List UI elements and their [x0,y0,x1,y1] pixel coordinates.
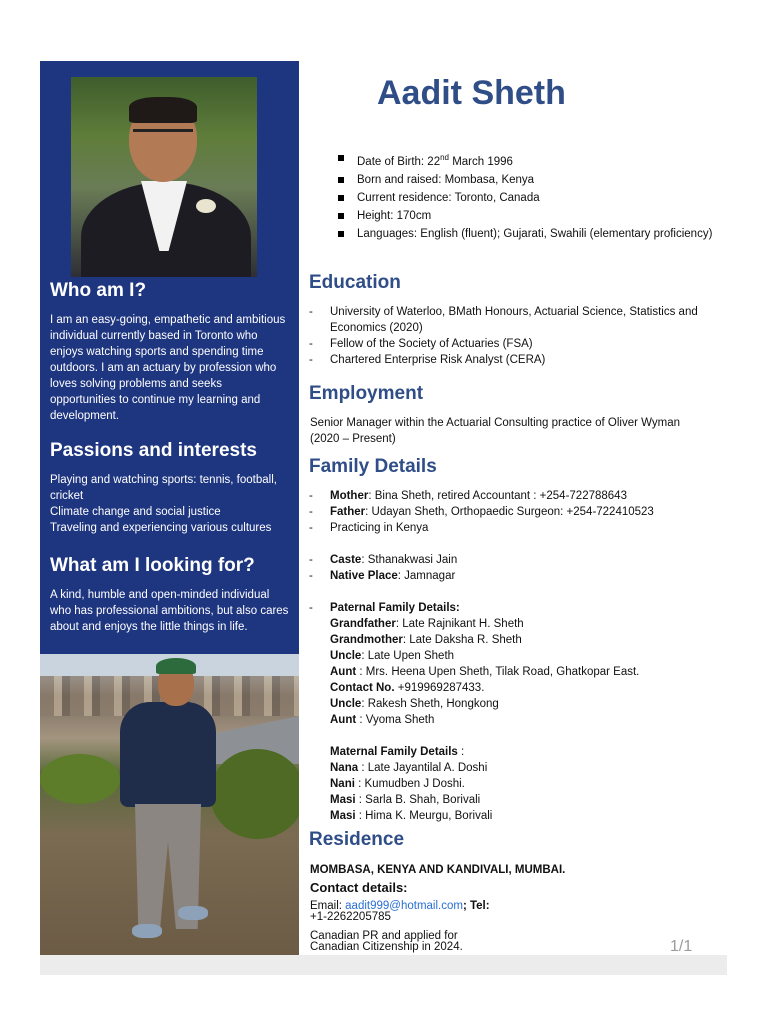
page-indicator: 1/1 [670,938,693,955]
education-heading: Education [309,272,401,293]
passions-list [50,472,290,536]
family-mother: - Mother: Bina Sheth, retired Accountant : +254-722788643 [309,488,709,504]
passion-item: Playing and watching sports: tennis, football, cricket [50,474,277,502]
employment-heading: Employment [309,383,424,404]
family-native: - Native Place: Jamnagar [309,568,709,584]
spacer [309,536,709,552]
employment-text: Senior Manager within the Actuarial Consulting practice of Oliver Wyman (2020 – Present) [310,417,680,445]
education-list [309,304,709,368]
paternal-item: Aunt : Mrs. Heena Upen Sheth, Tilak Road, Ghatkopar East. [330,666,640,678]
sidebar [40,61,299,654]
who-text: I am an easy-going, empathetic and ambitious individual currently based in Toronto who enjoys watching sports and spending time outdoors. I am an actuary by profession who loves solving problems and seeks opportunities to continue my learning and development. [50,314,286,422]
personal-info-list [338,151,718,245]
personal-item-dob: Date of Birth: 22nd March 1996 [338,151,718,169]
residence-text: MOMBASA, KENYA AND KANDIVALI, MUMBAI. [310,864,566,876]
education-item: - Chartered Enterprise Risk Analyst (CERA) [309,352,709,368]
spacer [309,728,709,744]
passions-heading: Passions and interests [50,440,257,461]
portrait-photo [71,77,257,277]
paternal-item: Grandmother: Late Daksha R. Sheth [330,634,522,646]
education-item: - Fellow of the Society of Actuaries (FSA) [309,336,709,352]
paternal-item: Aunt : Vyoma Sheth [330,714,435,726]
page-footer-bar [40,955,727,975]
maternal-item: Nana : Late Jayantilal A. Doshi [330,762,488,774]
maternal-item: Masi : Sarla B. Shah, Borivali [330,794,481,806]
maternal-heading: Maternal Family Details : [330,746,465,758]
phone-number: +1-2262205785 [310,911,391,923]
paternal-item: Grandfather: Late Rajnikant H. Sheth [330,618,524,630]
passion-item: Traveling and experiencing various cultures [50,522,272,534]
contact-line: Email: aadit999@hotmail.com; Tel: +1-2262205785 [310,900,490,923]
looking-heading: What am I looking for? [50,555,255,576]
pr-note: Canadian PR and applied for Canadian Citizenship in 2024. [310,930,463,953]
page-title: Aadit Sheth [377,74,566,112]
paternal-item: Uncle: Rakesh Sheth, Hongkong [330,698,499,710]
family-practicing: - Practicing in Kenya [309,520,709,536]
education-item: - University of Waterloo, BMath Honours, Actuarial Science, Statistics and Economics (2020) [309,304,709,336]
who-heading: Who am I? [50,280,147,301]
family-father: - Father: Udayan Sheth, Orthopaedic Surgeon: +254-722410523 [309,504,709,520]
personal-item: Born and raised: Mombasa, Kenya [338,173,718,187]
residence-heading: Residence [309,829,405,850]
maternal-item: Nani : Kumudben J Doshi. [330,778,465,790]
family-list [309,488,709,824]
contact-heading: Contact details: [310,880,408,895]
personal-item: Languages: English (fluent); Gujarati, Swahili (elementary proficiency) [338,227,718,241]
paternal-heading: - Paternal Family Details: [309,600,709,616]
family-caste: - Caste: Sthanakwasi Jain [309,552,709,568]
personal-item: Current residence: Toronto, Canada [338,191,718,205]
paternal-item: Uncle: Late Upen Sheth [330,650,455,662]
looking-text: A kind, humble and open-minded individual who has professional ambitions, but also cares about and enjoys the little things in life. [50,589,289,633]
maternal-item: Masi : Hima K. Meurgu, Borivali [330,810,493,822]
family-heading: Family Details [309,456,437,477]
outdoor-photo [40,654,299,955]
spacer [309,584,709,600]
personal-item: Height: 170cm [338,209,718,223]
email-link[interactable]: aadit999@hotmail.com [345,900,463,912]
paternal-item: Contact No. +919969287433. [330,682,485,694]
passion-item: Climate change and social justice [50,506,221,518]
